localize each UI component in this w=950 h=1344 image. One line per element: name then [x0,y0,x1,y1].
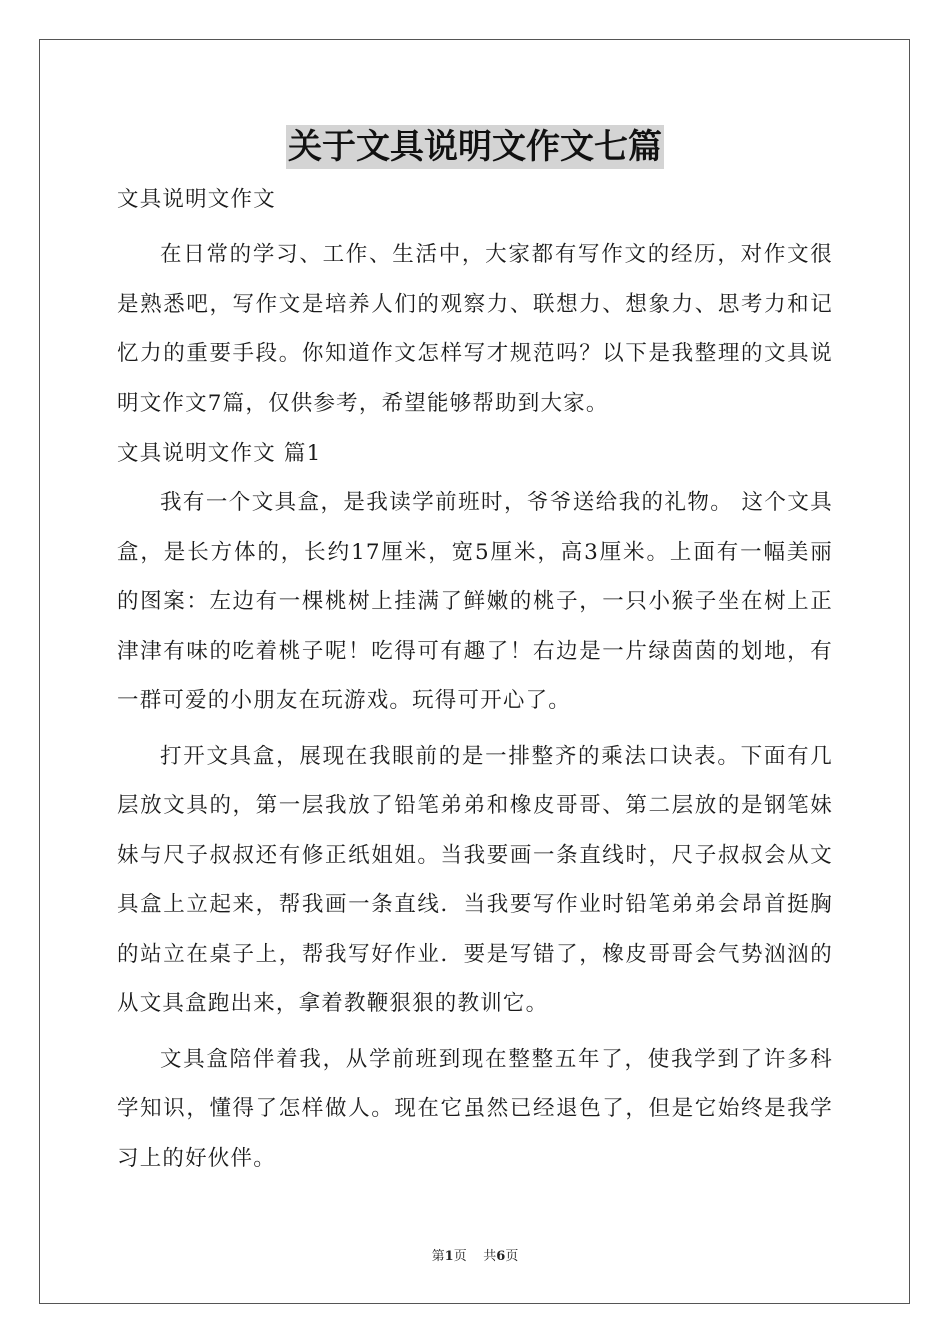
total-prefix: 共 [483,1249,497,1264]
document-title: 关于文具说明文作文七篇 [288,127,662,167]
intro-paragraph: 在日常的学习、工作、生活中，大家都有写作文的经历，对作文很是熟悉吧，写作文是培养人们的观察力、联想力、想象力、思考力和记忆力的重要手段。你知道作文怎样写才规范吗？以下是我整理的文具说明文作文7篇，仅供参考，希望能够帮助到大家。 [117,242,833,416]
page-prefix: 第 [431,1249,445,1264]
body-paragraph: 打开文具盒，展现在我眼前的是一排整齐的乘法口诀表。下面有几层放文具的，第一层我放了铅笔弟弟和橡皮哥哥、第二层放的是钢笔妹妹与尺子叔叔还有修正纸姐姐。当我要画一条直线时，尺子叔叔会从文具盒上立起来，帮我画一条直线．当我要写作业时铅笔弟弟会昂首挺胸的站立在桌子上，帮我写好作业．要是写错了，橡皮哥哥会气势汹汹的从文具盒跑出来，拿着教鞭狠狠的教训它。 [117,743,833,1016]
section-heading: 文具说明文作文 篇1 [117,441,322,466]
document-body [117,180,833,1189]
intro-heading: 文具说明文作文 [117,187,276,212]
body-paragraph: 文具盒陪伴着我，从学前班到现在整整五年了，使我学到了许多科学知识，懂得了怎样做人。现在它虽然已经退色了，但是它始终是我学习上的好伙伴。 [117,1046,833,1171]
page-suffix: 页 [453,1249,467,1264]
total-suffix: 页 [505,1249,519,1264]
page-total: 6 [496,1249,506,1264]
page-current: 1 [444,1249,454,1264]
page-footer [0,1245,950,1264]
title-container [0,125,950,169]
body-paragraph: 我有一个文具盒，是我读学前班时，爷爷送给我的礼物。 这个文具盒，是长方体的，长约17厘米，宽5厘米，高3厘米。上面有一幅美丽的图案：左边有一棵桃树上挂满了鲜嫩的桃子，一只小猴子坐在树上正津津有味的吃着桃子呢！吃得可有趣了！右边是一片绿茵茵的划地，有一群可爱的小朋友在玩游戏。玩得可开心了。 [117,490,833,713]
